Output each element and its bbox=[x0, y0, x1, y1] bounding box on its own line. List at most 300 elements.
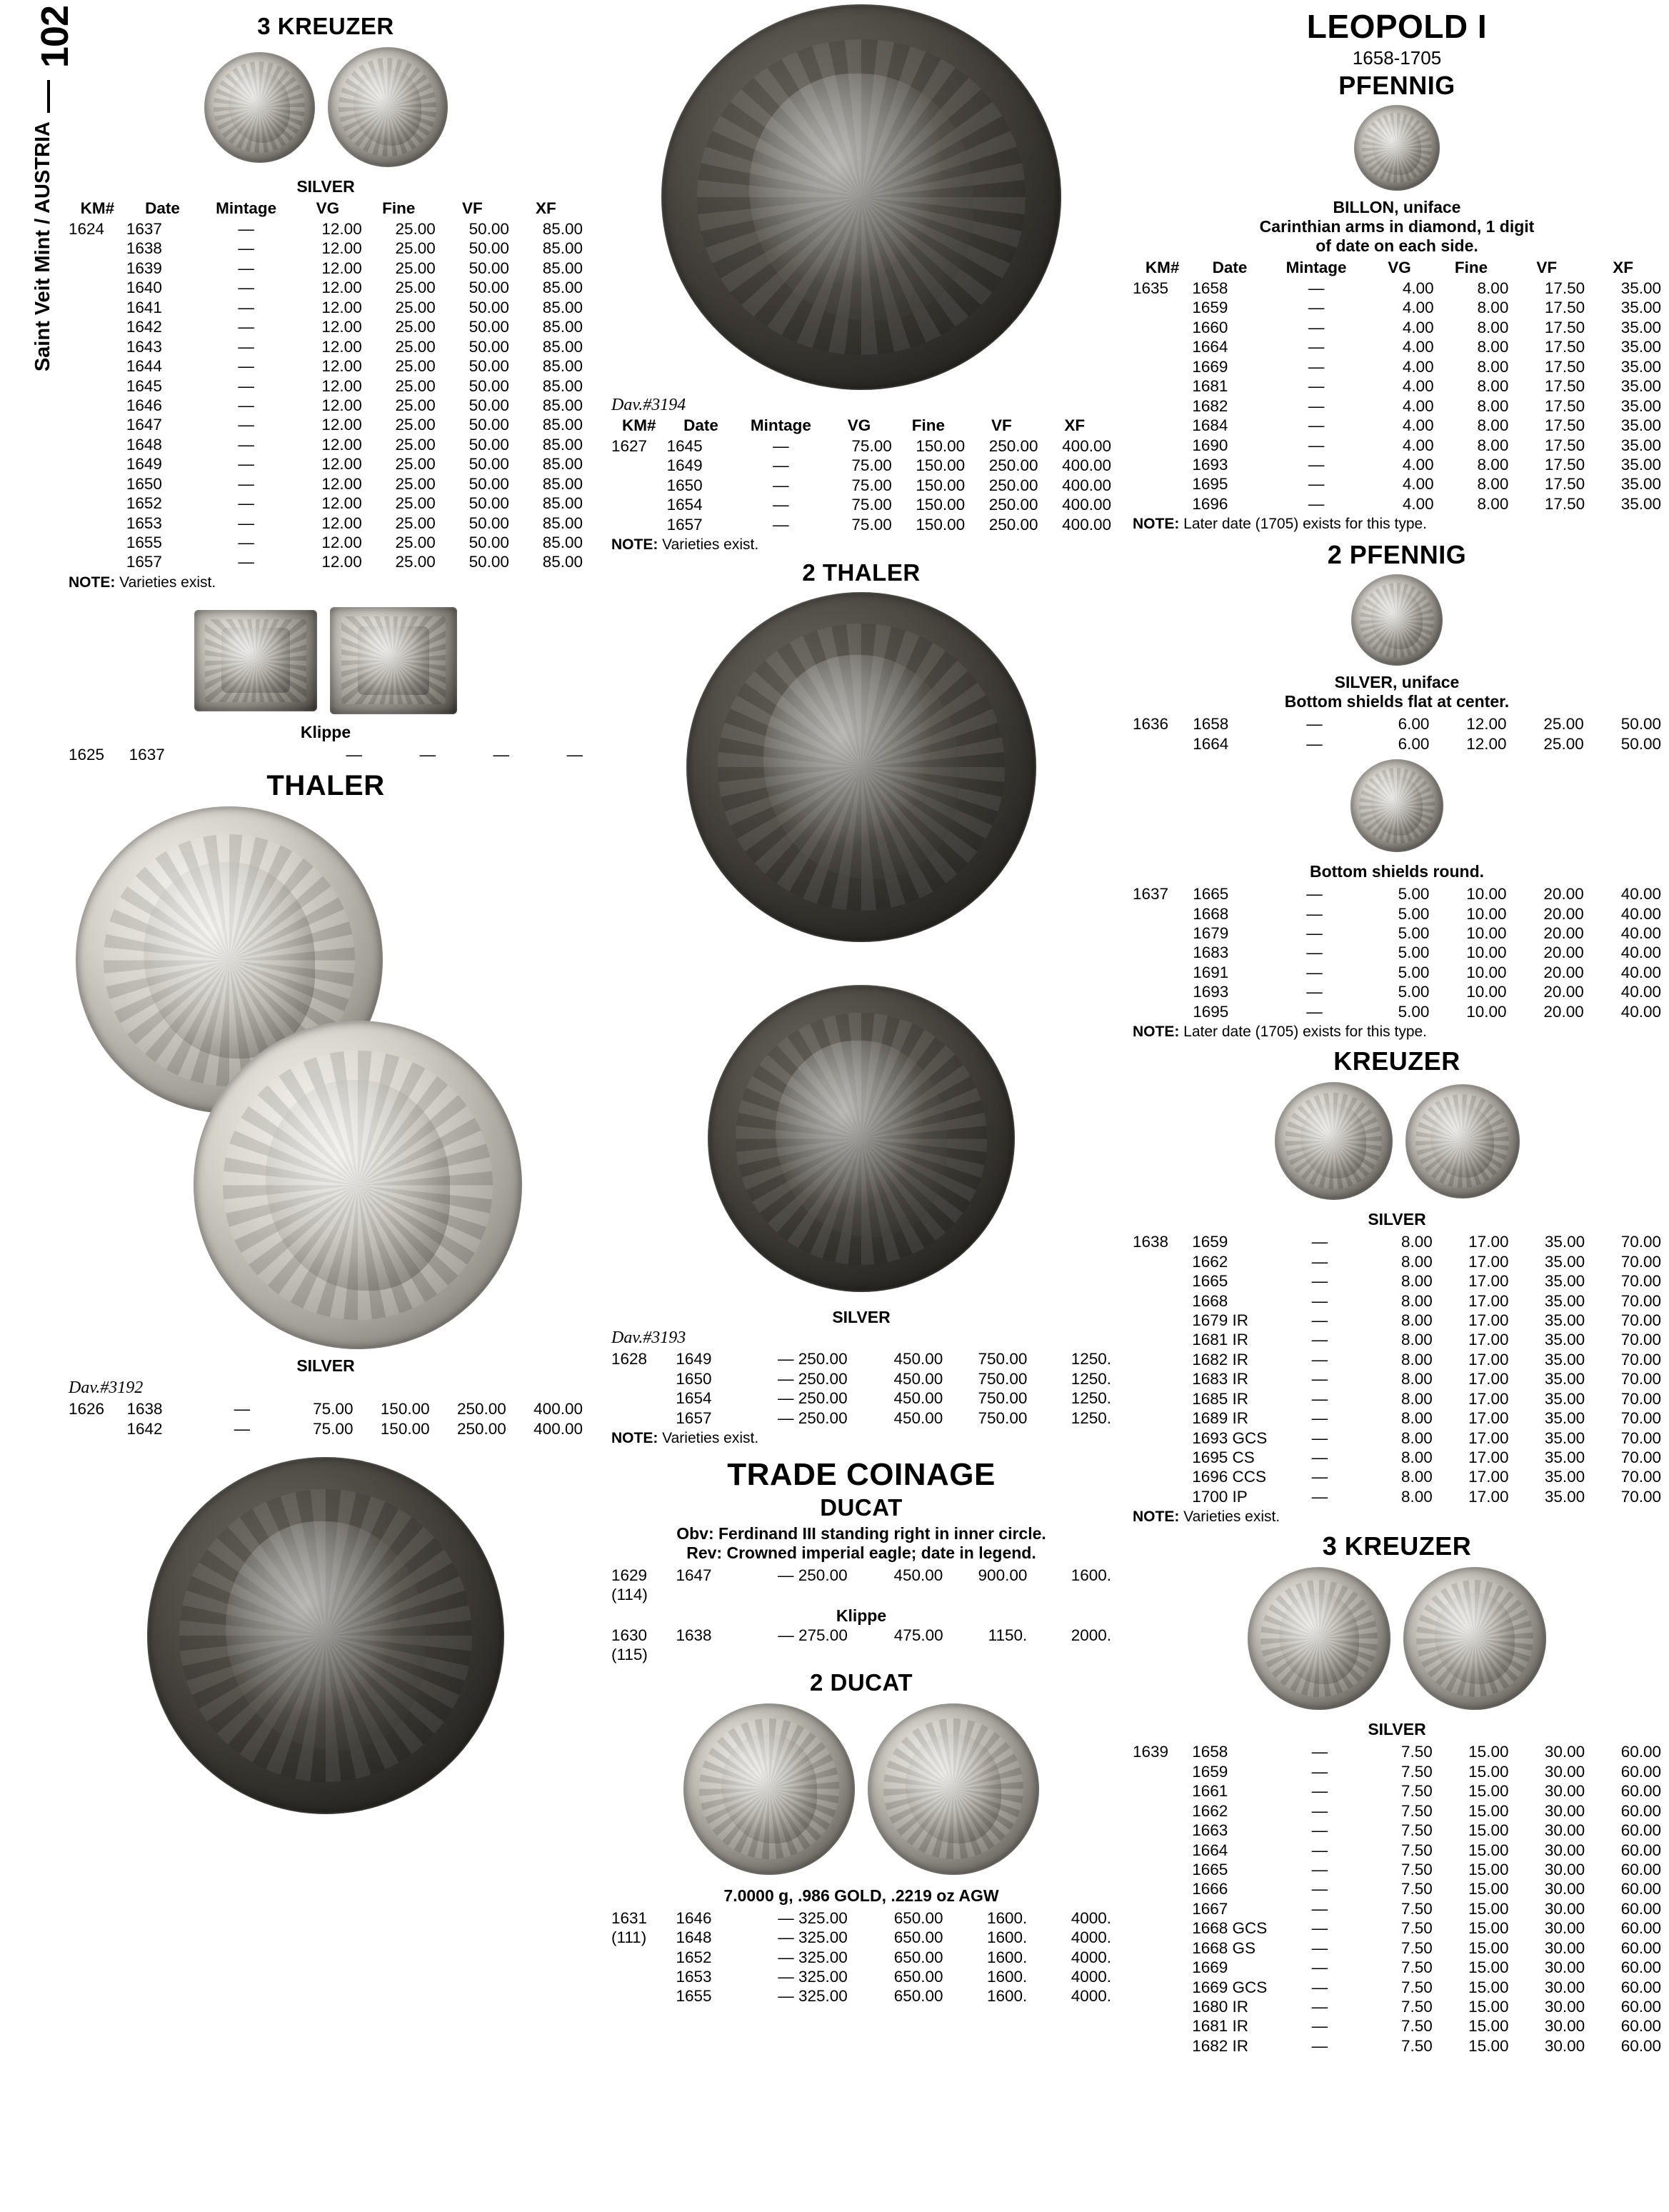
cell-value: 60.00 bbox=[1620, 1782, 1661, 1801]
coin-image-2-thaler-obv bbox=[611, 592, 1111, 942]
cell-vg: — 275.00 bbox=[778, 1626, 848, 1644]
cell-value: 1654 bbox=[666, 496, 703, 514]
cell-value: — bbox=[238, 514, 254, 532]
cell-value: 1646 bbox=[126, 396, 162, 414]
cell-value: 1667 bbox=[1192, 1899, 1228, 1918]
cell-value: — bbox=[238, 435, 254, 454]
coin-image-2-ducat bbox=[611, 1703, 1111, 1875]
cell-value: 30.00 bbox=[1544, 1958, 1585, 1977]
cell-value: 70.00 bbox=[1620, 1291, 1661, 1310]
cell-value: 70.00 bbox=[1620, 1389, 1661, 1408]
table-row bbox=[611, 1928, 1111, 1947]
cell-value: 1700 IP bbox=[1192, 1487, 1248, 1506]
table-row bbox=[1133, 1350, 1661, 1369]
cell-value: — bbox=[1306, 715, 1323, 734]
spine-divider bbox=[47, 80, 50, 113]
cell-value: — 325.00 bbox=[778, 1928, 848, 1947]
cell-value: 1663 bbox=[1192, 1821, 1228, 1840]
cell-km bbox=[69, 514, 126, 533]
cell-value: 1641 bbox=[126, 298, 162, 316]
cell-value: 60.00 bbox=[1620, 1880, 1661, 1898]
coin-obverse bbox=[683, 1703, 855, 1875]
coin-obverse bbox=[1275, 1082, 1393, 1200]
cell-value: 1658 bbox=[1192, 279, 1228, 297]
cell-value: 8.00 bbox=[1400, 1428, 1433, 1447]
cell-value: — bbox=[1311, 2017, 1328, 2036]
cell-value: 7.50 bbox=[1400, 2036, 1433, 2055]
cell-km bbox=[611, 1388, 676, 1408]
cell-value: — bbox=[1306, 904, 1323, 923]
cell-value: 4.00 bbox=[1402, 416, 1434, 435]
cell-km bbox=[611, 1408, 676, 1428]
cell-value: 35.00 bbox=[1544, 1468, 1585, 1486]
cell-value: 12.00 bbox=[321, 396, 362, 414]
col-xf: XF bbox=[536, 199, 556, 217]
description-bottom-shields-round: Bottom shields round. bbox=[1309, 862, 1485, 881]
cell-value: 250.00 bbox=[988, 456, 1038, 475]
page-spine bbox=[0, 0, 76, 443]
cell-km: 1635 bbox=[1133, 279, 1169, 297]
table-row bbox=[611, 1948, 1111, 1967]
table-row bbox=[1133, 1742, 1661, 1761]
label-klippe: Klippe bbox=[836, 1606, 887, 1625]
cell-value: — bbox=[238, 298, 254, 316]
coin-image-kreuzer bbox=[1133, 1082, 1661, 1200]
table-row bbox=[1133, 1311, 1661, 1330]
cell-value: 35.00 bbox=[1544, 1252, 1585, 1271]
note-label: NOTE: bbox=[611, 536, 658, 554]
cell-value: 20.00 bbox=[1543, 904, 1584, 923]
cell-value: 12.00 bbox=[321, 435, 362, 454]
cell-value: 85.00 bbox=[542, 514, 583, 532]
cell-value: — bbox=[238, 455, 254, 474]
table-row bbox=[1133, 396, 1661, 416]
cell-value: 17.00 bbox=[1468, 1233, 1509, 1251]
cell-value: 25.00 bbox=[395, 553, 436, 571]
cell-value: 1668 bbox=[1193, 904, 1229, 923]
cell-value: 75.00 bbox=[851, 476, 892, 494]
cell-value: 7.50 bbox=[1400, 1919, 1433, 1938]
cell-km bbox=[69, 415, 126, 434]
cell-value: 17.00 bbox=[1468, 1311, 1509, 1329]
cell-value: 70.00 bbox=[1620, 1487, 1661, 1506]
coin-image-thaler-top bbox=[611, 4, 1111, 390]
cell-value: 650.00 bbox=[893, 1987, 943, 2006]
table-row bbox=[1133, 1879, 1661, 1898]
cell-value: 150.00 bbox=[916, 476, 966, 494]
cell-value: 1644 bbox=[126, 357, 162, 376]
cell-value: — bbox=[1311, 1899, 1328, 1918]
heading-3-kreuzer: 3 KREUZER bbox=[257, 13, 394, 39]
cell-value: — bbox=[238, 494, 254, 513]
cell-value: — bbox=[238, 318, 254, 336]
cell-value: 1668 bbox=[1192, 1291, 1228, 1310]
coin-reverse bbox=[328, 47, 448, 167]
cell-value: 50.00 bbox=[468, 239, 509, 258]
cell-value: 60.00 bbox=[1620, 2017, 1661, 2036]
cell-xf: — bbox=[566, 745, 583, 764]
cell-value: 30.00 bbox=[1544, 1782, 1585, 1801]
cell-value: 1647 bbox=[126, 416, 162, 434]
table-row bbox=[1133, 1978, 1661, 1997]
table-row bbox=[1133, 1781, 1661, 1801]
cell-value: 1690 bbox=[1192, 436, 1228, 454]
cell-value: 4.00 bbox=[1402, 279, 1434, 297]
cell-value: 85.00 bbox=[542, 416, 583, 434]
cell-value: 85.00 bbox=[542, 337, 583, 356]
cell-value: 1642 bbox=[126, 1419, 163, 1438]
cell-value: 75.00 bbox=[851, 515, 892, 534]
cell-value: 400.00 bbox=[1062, 437, 1111, 455]
table-row bbox=[1133, 1389, 1661, 1408]
cell-value: 12.00 bbox=[321, 474, 362, 493]
cell-value: 1655 bbox=[676, 1987, 712, 2006]
cell-value: 250.00 bbox=[988, 515, 1038, 534]
cell-km bbox=[1133, 1428, 1192, 1448]
table-row bbox=[1133, 1821, 1661, 1840]
cell-value: 50.00 bbox=[468, 474, 509, 493]
cell-km bbox=[1133, 1841, 1192, 1860]
cell-km bbox=[1133, 963, 1193, 982]
cell-km bbox=[1133, 1860, 1192, 1879]
cell-km bbox=[1133, 904, 1193, 924]
cell-value: 1665 bbox=[1193, 885, 1229, 904]
cell-value: 50.00 bbox=[468, 494, 509, 513]
cell-value: 17.00 bbox=[1468, 1487, 1509, 1506]
cell-value: 35.00 bbox=[1620, 455, 1661, 474]
cell-value: — bbox=[1308, 475, 1325, 494]
cell-value: — bbox=[1306, 944, 1323, 962]
cell-value: 35.00 bbox=[1620, 338, 1661, 356]
cell-km bbox=[611, 515, 667, 534]
cell-value: 12.00 bbox=[321, 553, 362, 571]
cell-value: 35.00 bbox=[1620, 396, 1661, 415]
table-row bbox=[1133, 714, 1661, 734]
cell-km: 1639 bbox=[1133, 1743, 1169, 1761]
cell-value: 5.00 bbox=[1398, 1002, 1430, 1021]
cell-value: — bbox=[238, 553, 254, 571]
col-fine: Fine bbox=[382, 199, 416, 217]
cell-km bbox=[1133, 1291, 1192, 1311]
cell-value: 40.00 bbox=[1620, 924, 1661, 942]
cell-km bbox=[1133, 1467, 1192, 1486]
cell-value: — bbox=[1311, 1762, 1328, 1781]
price-table-km1627 bbox=[611, 416, 1111, 534]
table-row bbox=[1133, 494, 1661, 514]
cell-value: 7.50 bbox=[1400, 1821, 1433, 1840]
cell-km bbox=[1133, 1311, 1192, 1330]
table-row bbox=[1133, 884, 1661, 904]
table-body bbox=[611, 436, 1111, 534]
cell-value: — bbox=[1311, 1743, 1328, 1761]
cell-km bbox=[69, 239, 126, 258]
table-row bbox=[611, 1585, 1111, 1604]
cell-value: 1655 bbox=[126, 534, 162, 551]
running-head: Saint Veit Mint / AUSTRIA bbox=[31, 121, 54, 372]
cell-value: — bbox=[773, 476, 789, 494]
table-body bbox=[611, 1349, 1111, 1428]
cell-value: 40.00 bbox=[1620, 885, 1661, 904]
cell-value: 60.00 bbox=[1620, 1860, 1661, 1878]
cell-value: 70.00 bbox=[1620, 1252, 1661, 1271]
cell-value: 8.00 bbox=[1400, 1389, 1433, 1408]
heading-trade-coinage: TRADE COINAGE bbox=[727, 1456, 996, 1492]
note-km1638 bbox=[1133, 1508, 1661, 1526]
table-row bbox=[611, 1626, 1111, 1645]
cell-value: 10.00 bbox=[1466, 963, 1507, 981]
cell-km bbox=[1133, 2016, 1192, 2036]
reverse-description: Rev: Crowned imperial eagle; date in legend. bbox=[686, 1543, 1036, 1562]
cell-value: 15.00 bbox=[1468, 1919, 1509, 1938]
cell-km bbox=[1133, 1879, 1192, 1898]
cell-value: 60.00 bbox=[1620, 1978, 1661, 1996]
cell-value: 60.00 bbox=[1620, 1998, 1661, 2016]
cell-value: 1680 IR bbox=[1192, 1998, 1249, 2016]
cell-value: 25.00 bbox=[395, 337, 436, 356]
cell-value: 30.00 bbox=[1544, 1899, 1585, 1918]
cell-value: 60.00 bbox=[1620, 1919, 1661, 1938]
cell-value: 4.00 bbox=[1402, 494, 1434, 513]
table-row bbox=[69, 278, 583, 297]
cell-value: 75.00 bbox=[313, 1400, 354, 1418]
cell-value: 4.00 bbox=[1402, 357, 1434, 376]
cell-value: — bbox=[1311, 1938, 1328, 1957]
cell-value: 250.00 bbox=[988, 437, 1038, 455]
table-row bbox=[1133, 337, 1661, 356]
table-row bbox=[69, 337, 583, 356]
cell-value: 400.00 bbox=[533, 1419, 583, 1438]
table-row bbox=[69, 454, 583, 474]
cell-value: 12.00 bbox=[321, 416, 362, 434]
cell-value: 25.00 bbox=[395, 239, 436, 258]
table-row bbox=[1133, 1252, 1661, 1271]
cell-value: — bbox=[1311, 1782, 1328, 1801]
table-header-row bbox=[69, 199, 583, 219]
cell-value: 35.00 bbox=[1544, 1331, 1585, 1349]
cell-km bbox=[1133, 2036, 1192, 2056]
cell-value: 30.00 bbox=[1544, 1860, 1585, 1878]
column-middle bbox=[611, 0, 1111, 2006]
column-right bbox=[1133, 0, 1661, 2056]
cell-value: 5.00 bbox=[1398, 904, 1430, 923]
cell-value: 8.00 bbox=[1477, 279, 1509, 297]
cell-value: — bbox=[1311, 1801, 1328, 1820]
cell-value: 250.00 bbox=[988, 496, 1038, 514]
coin-image-thaler-2 bbox=[69, 1457, 583, 1814]
cell-value: 1696 bbox=[1192, 494, 1228, 513]
table-row bbox=[1133, 416, 1661, 435]
cell-value: 50.00 bbox=[468, 376, 509, 395]
coin-obverse bbox=[204, 52, 315, 163]
note-text: Varieties exist. bbox=[1183, 1508, 1280, 1526]
pfennig-description-1: Carinthian arms in diamond, 1 digit bbox=[1259, 217, 1535, 236]
cell-value: 8.00 bbox=[1477, 436, 1509, 454]
dav-reference-3193: Dav.#3193 bbox=[611, 1328, 686, 1348]
cell-value: 17.50 bbox=[1544, 377, 1585, 396]
cell-value: 5.00 bbox=[1398, 944, 1430, 962]
table-row bbox=[611, 1908, 1111, 1928]
cell-vg: — 250.00 bbox=[778, 1566, 848, 1584]
cell-fine: — bbox=[419, 745, 436, 764]
heading-3-kreuzer-leopold: 3 KREUZER bbox=[1322, 1531, 1472, 1561]
cell-value: 30.00 bbox=[1544, 1821, 1585, 1840]
cell-value: 17.00 bbox=[1468, 1428, 1509, 1447]
cell-value: 15.00 bbox=[1468, 1743, 1509, 1761]
cell-value: 40.00 bbox=[1620, 1002, 1661, 1021]
cell-value: 7.50 bbox=[1400, 2017, 1433, 2036]
price-table-km1639 bbox=[1133, 1742, 1661, 2056]
cell-value: 1682 IR bbox=[1192, 2036, 1249, 2055]
cell-value: 1662 bbox=[1192, 1801, 1228, 1820]
cell-value: 50.00 bbox=[1620, 734, 1661, 753]
cell-value: 1645 bbox=[126, 376, 162, 395]
pfennig-description-2: of date on each side. bbox=[1315, 236, 1478, 255]
cell-km bbox=[1133, 1899, 1192, 1918]
cell-km bbox=[1133, 1002, 1193, 1021]
cell-value: — bbox=[773, 496, 789, 514]
cell-value: — bbox=[1308, 318, 1325, 336]
cell-value: — bbox=[1308, 455, 1325, 474]
table-row bbox=[69, 298, 583, 317]
cell-value: 85.00 bbox=[542, 455, 583, 474]
cell-value: 400.00 bbox=[1062, 515, 1111, 534]
cell-value: 35.00 bbox=[1620, 357, 1661, 376]
col-fine: Fine bbox=[1454, 259, 1488, 276]
cell-value: 40.00 bbox=[1620, 944, 1661, 962]
cell-xf: 1600. bbox=[1071, 1566, 1111, 1584]
cell-value: 250.00 bbox=[988, 476, 1038, 494]
table-body bbox=[611, 1908, 1111, 2006]
cell-value: — bbox=[1308, 279, 1325, 297]
coin-obverse bbox=[1350, 759, 1443, 852]
table-row bbox=[611, 476, 1111, 495]
cell-value: 4.00 bbox=[1402, 318, 1434, 336]
cell-km: 1638 bbox=[1133, 1233, 1169, 1251]
cell-value: 8.00 bbox=[1400, 1331, 1433, 1349]
cell-value: 250.00 bbox=[456, 1400, 506, 1418]
cell-value: 1659 bbox=[1192, 1762, 1228, 1781]
cell-value: 35.00 bbox=[1620, 494, 1661, 513]
table-row bbox=[1133, 1408, 1661, 1428]
cell-value: 8.00 bbox=[1400, 1487, 1433, 1506]
cell-value: 1250. bbox=[1071, 1350, 1111, 1368]
cell-value: 1649 bbox=[676, 1350, 712, 1368]
cell-fine: 475.00 bbox=[893, 1626, 943, 1644]
col-vf: VF bbox=[991, 416, 1012, 434]
cell-value: — bbox=[238, 259, 254, 277]
cell-km bbox=[1133, 982, 1193, 1001]
cell-value: 1659 bbox=[1192, 1233, 1228, 1251]
cell-value: 25.00 bbox=[1543, 715, 1584, 734]
cell-value: 35.00 bbox=[1544, 1370, 1585, 1388]
cell-value: 35.00 bbox=[1620, 377, 1661, 396]
cell-value: 25.00 bbox=[395, 534, 436, 551]
cell-vf: 1150. bbox=[988, 1626, 1028, 1644]
cell-value: — bbox=[773, 456, 789, 475]
cell-value: 15.00 bbox=[1468, 1860, 1509, 1878]
cell-value: 1654 bbox=[676, 1389, 712, 1408]
price-table-km1638 bbox=[1133, 1232, 1661, 1506]
col-km: KM# bbox=[80, 199, 115, 217]
cell-value: 25.00 bbox=[395, 494, 436, 513]
cell-value: 15.00 bbox=[1468, 1880, 1509, 1898]
cell-value: 15.00 bbox=[1468, 1938, 1509, 1957]
cell-value: 50.00 bbox=[468, 553, 509, 571]
table-row bbox=[69, 415, 583, 434]
coin-image-2-pfennig bbox=[1133, 574, 1661, 666]
cell-value: 17.50 bbox=[1544, 357, 1585, 376]
col-mintage: Mintage bbox=[1285, 259, 1347, 276]
table-row bbox=[1133, 1841, 1661, 1860]
cell-value: 1669 GCS bbox=[1192, 1978, 1268, 1996]
cell-mintage bbox=[206, 745, 294, 764]
cell-value: — bbox=[1311, 1350, 1328, 1368]
cell-value: — bbox=[1308, 357, 1325, 376]
cell-value: 1679 bbox=[1193, 924, 1229, 942]
cell-value: 8.00 bbox=[1400, 1311, 1433, 1329]
coin-image-2-pfennig-round bbox=[1133, 759, 1661, 852]
heading-2-pfennig: 2 PFENNIG bbox=[1327, 540, 1467, 570]
cell-value: 85.00 bbox=[542, 357, 583, 376]
cell-value: 35.00 bbox=[1544, 1428, 1585, 1447]
table-header-row bbox=[611, 416, 1111, 436]
cell-value: 10.00 bbox=[1466, 983, 1507, 1001]
cell-value: 50.00 bbox=[468, 357, 509, 376]
cell-value: 30.00 bbox=[1544, 1998, 1585, 2016]
table-row bbox=[1133, 1002, 1661, 1021]
cell-value: 50.00 bbox=[468, 279, 509, 297]
cell-value: 17.00 bbox=[1468, 1370, 1509, 1388]
note-km1637 bbox=[1133, 1024, 1661, 1041]
cell-value: — bbox=[1311, 1311, 1328, 1329]
cell-value: 35.00 bbox=[1620, 475, 1661, 494]
cell-ref: (115) bbox=[611, 1646, 648, 1664]
cell-km bbox=[1133, 1389, 1192, 1408]
cell-value: 50.00 bbox=[468, 514, 509, 532]
table-row bbox=[1133, 924, 1661, 943]
cell-value: 12.00 bbox=[321, 534, 362, 551]
note-km1624 bbox=[69, 574, 583, 591]
col-xf: XF bbox=[1613, 259, 1633, 276]
cell-km bbox=[1133, 1938, 1192, 1958]
coin-reverse bbox=[708, 985, 1015, 1292]
cell-value: 1661 bbox=[1192, 1782, 1228, 1801]
table-row bbox=[611, 1408, 1111, 1428]
cell-km bbox=[69, 494, 126, 513]
cell-value: 1648 bbox=[126, 435, 162, 454]
cell-km: 1637 bbox=[1133, 885, 1169, 904]
cell-value: 60.00 bbox=[1620, 1841, 1661, 1859]
obverse-description: Obv: Ferdinand III standing right in inner circle. bbox=[676, 1523, 1046, 1543]
cell-value: 400.00 bbox=[1062, 496, 1111, 514]
cell-km bbox=[69, 356, 126, 376]
cell-value: — bbox=[1311, 1468, 1328, 1486]
metal-label-silver-3kreuzer: SILVER bbox=[1368, 1720, 1426, 1739]
table-body bbox=[1133, 884, 1661, 1021]
table-row bbox=[611, 1967, 1111, 1986]
cell-value: 7.50 bbox=[1400, 1860, 1433, 1878]
table-row bbox=[611, 1349, 1111, 1368]
cell-date: 1647 bbox=[676, 1566, 712, 1584]
table-row bbox=[1133, 1801, 1661, 1821]
cell-value: 1664 bbox=[1193, 734, 1229, 753]
cell-value: 4000. bbox=[1071, 1928, 1111, 1947]
cell-value: 60.00 bbox=[1620, 1801, 1661, 1820]
cell-value: 1653 bbox=[676, 1968, 712, 1986]
cell-value: 7.50 bbox=[1400, 1899, 1433, 1918]
table-row bbox=[1133, 357, 1661, 376]
cell-value: 6.00 bbox=[1398, 734, 1430, 753]
